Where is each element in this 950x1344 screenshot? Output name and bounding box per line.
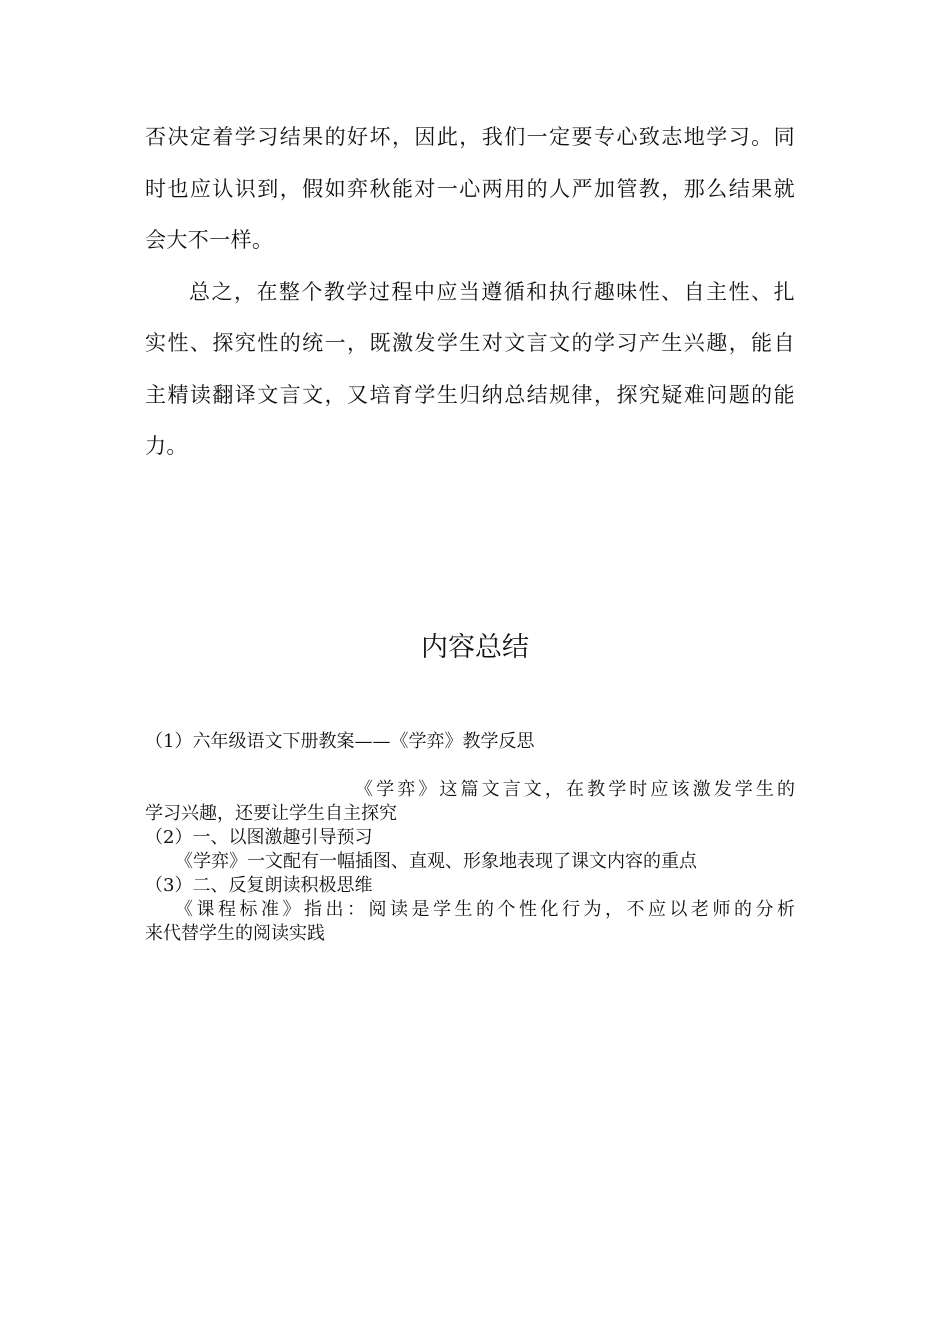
summary-item1-text-line1: 《学弈》这篇文言文，在教学时应该激发学生的 [355,779,795,800]
summary-item1-text-line2: 学习兴趣，还要让学生自主探究 [145,803,397,824]
paragraph1-line1: 否决定着学习结果的好坏，因此，我们一定要专心致志地学习。同 [145,125,795,149]
paragraph2-line2: 实性、探究性的统一，既激发学生对文言文的学习产生兴趣，能自 [145,331,795,355]
summary-item2-text: 《学弈》一文配有一幅插图、直观、形象地表现了课文内容的重点 [175,851,697,872]
section-title: 内容总结 [421,632,529,663]
summary-item1-heading: （1）六年级语文下册教案——《学弈》教学反思 [145,731,535,752]
paragraph2-line3: 主精读翻译文言文，又培育学生归纳总结规律，探究疑难问题的能 [145,383,795,407]
paragraph2-line4: 力。 [145,434,188,458]
paragraph1-line2: 时也应认识到，假如弈秋能对一心两用的人严加管教，那么结果就 [145,177,795,201]
summary-item3-text-line2: 来代替学生的阅读实践 [145,923,325,944]
summary-item2-heading: （2）一、以图激趣引导预习 [145,827,373,848]
summary-item3-text-line1: 《课程标准》指出：阅读是学生的个性化行为，不应以老师的分析 [175,899,795,920]
paragraph1-line3: 会大不一样。 [145,228,274,252]
paragraph2-line1: 总之，在整个教学过程中应当遵循和执行趣味性、自主性、扎 [189,280,795,304]
summary-item3-heading: （3）二、反复朗读积极思维 [145,875,373,896]
